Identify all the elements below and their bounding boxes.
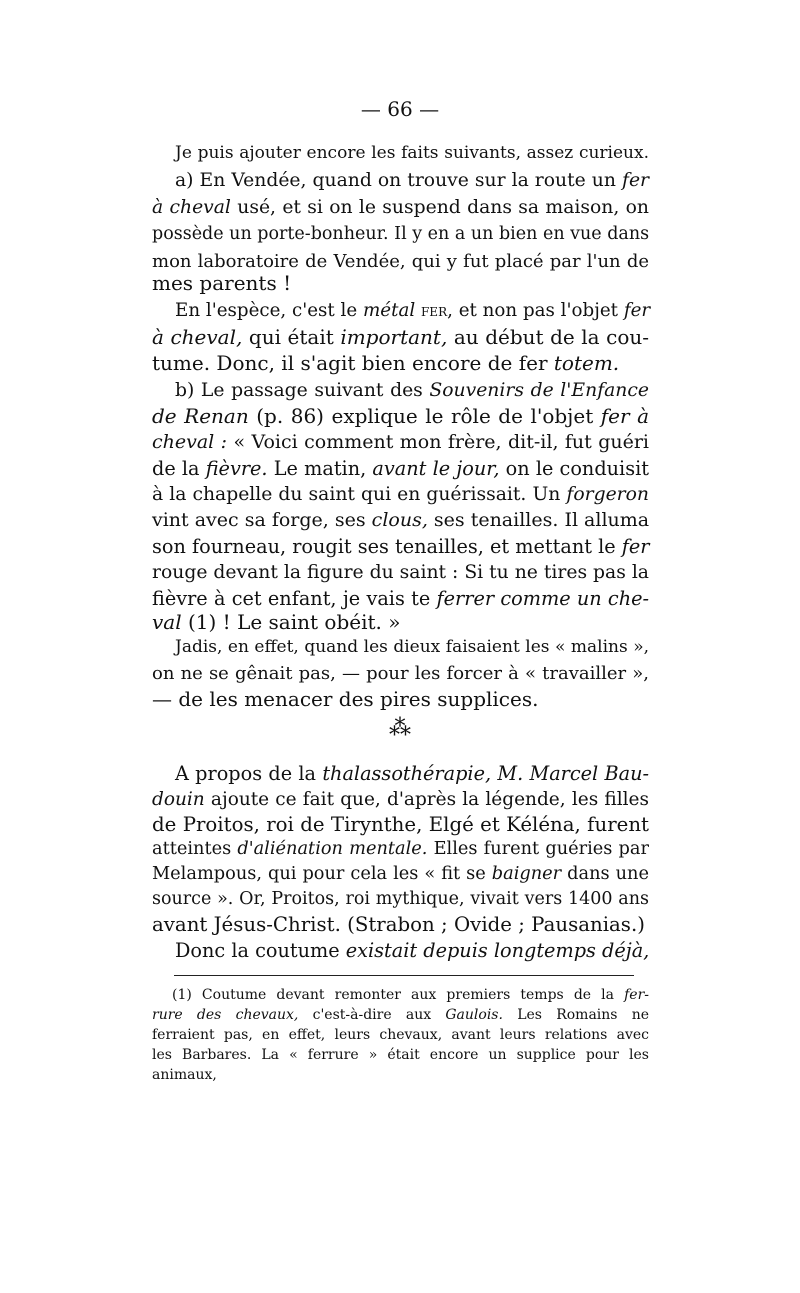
text-line: En l'espèce, c'est le métal fer, et non pas l'objet fer <box>175 300 651 321</box>
text-line: Je puis ajouter encore les faits suivants, assez curieux. <box>175 143 649 163</box>
text-line: rouge devant la figure du saint : Si tu ne tires pas la <box>152 562 649 583</box>
text-line: val (1) ! Le saint obéit. » <box>152 610 401 634</box>
page-number: — 66 — <box>360 97 440 121</box>
text-line: possède un porte-bonheur. Il y en a un bien en vue dans <box>152 224 650 244</box>
footnote-line: (1) Coutume devant remonter aux premiers temps de la fer- <box>172 987 649 1003</box>
text-line: tume. Donc, il s'agit bien encore de fer totem. <box>152 351 620 375</box>
text-line: Donc la coutume existait depuis longtemps déjà, <box>175 939 650 962</box>
text-line: à la chapelle du saint qui en guérissait. Un forgeron <box>152 484 649 505</box>
text-line: on ne se gênait pas, — pour les forcer à « travailler », <box>152 663 649 684</box>
footnote-line: les Barbares. La « ferrure » était encore un supplice pour les <box>152 1047 649 1063</box>
text-line: source ». Or, Proitos, roi mythique, vivait vers 1400 ans <box>152 889 649 909</box>
footnote-rule <box>174 975 634 976</box>
text-line: à cheval usé, et si on le suspend dans sa maison, on <box>152 197 649 218</box>
section-separator: ⁂ <box>389 716 411 741</box>
text-line: Melampous, qui pour cela les « fit se baigner dans une <box>152 864 649 884</box>
text-line: atteintes d'aliénation mentale. Elles furent guéries par <box>152 839 649 859</box>
text-line: à cheval, qui était important, au début de la cou- <box>152 325 650 349</box>
text-line: de la fièvre. Le matin, avant le jour, on le conduisit <box>152 457 649 480</box>
text-line: de Renan (p. 86) explique le rôle de l'objet fer à <box>152 404 650 428</box>
text-line: de Proitos, roi de Tirynthe, Elgé et Kéléna, furent <box>152 813 649 836</box>
text-line: fièvre à cet enfant, je vais te ferrer comme un che- <box>152 587 650 610</box>
text-line: mes parents ! <box>152 271 292 295</box>
text-line: cheval : « Voici comment mon frère, dit-il, fut guéri <box>152 431 650 453</box>
text-line: — de les menacer des pires supplices. <box>152 687 539 711</box>
text-line: A propos de la thalassothérapie, M. Marcel Bau- <box>175 762 650 785</box>
text-line: Jadis, en effet, quand les dieux faisaient les « malins », <box>175 637 649 657</box>
footnote-line: animaux, <box>152 1067 217 1083</box>
text-line: avant Jésus-Christ. (Strabon ; Ovide ; Pausanias.) <box>152 913 645 936</box>
text-line: vint avec sa forge, ses clous, ses tenailles. Il alluma <box>152 509 650 531</box>
footnote-line: rure des chevaux, c'est-à-dire aux Gaulois. Les Romains ne <box>152 1007 650 1023</box>
text-line: douin ajoute ce fait que, d'après la légende, les filles <box>152 789 649 810</box>
text-line: son fourneau, rougit ses tenailles, et mettant le fer <box>152 535 650 558</box>
footnote-line: ferraient pas, en effet, leurs chevaux, avant leurs relations avec <box>152 1027 649 1043</box>
text-line: mon laboratoire de Vendée, qui y fut placé par l'un de <box>152 251 649 272</box>
text-line: a) En Vendée, quand on trouve sur la route un fer <box>175 170 649 191</box>
text-line: b) Le passage suivant des Souvenirs de l'Enfance <box>175 380 649 401</box>
